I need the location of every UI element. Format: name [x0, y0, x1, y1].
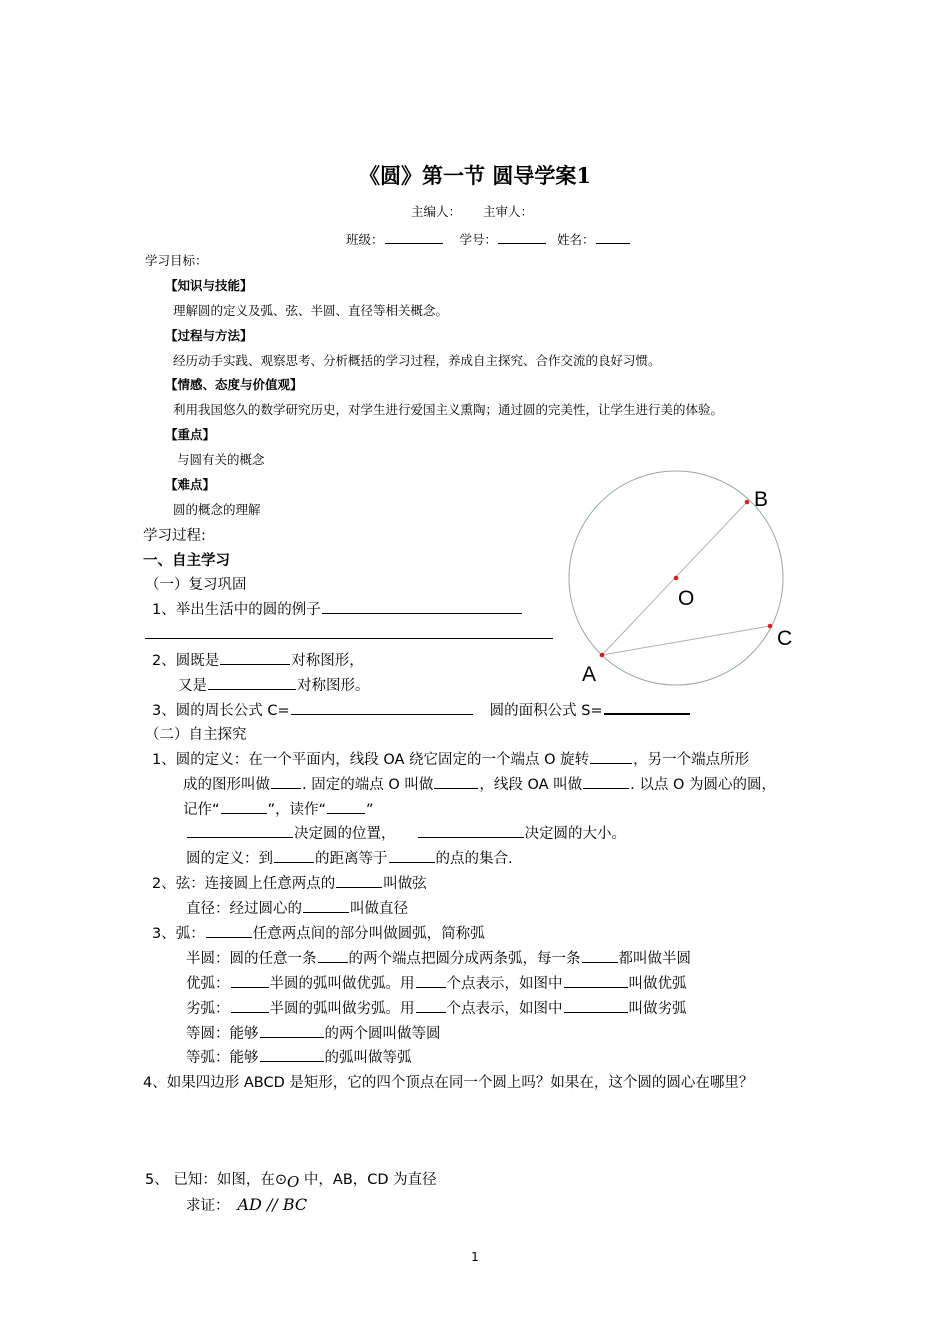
number-blank[interactable]	[498, 228, 546, 244]
q2a-row	[152, 649, 364, 670]
q2a-post: 对称图形，	[291, 653, 364, 669]
q5-line: 5、 已知：如图，在⊙O 中，AB，CD 为直径	[145, 1172, 437, 1191]
emotion-text: 利用我国悠久的数学研究历史，对学生进行爱国主义熏陶；通过圆的完美性，让学生进行美的体验。	[173, 402, 724, 417]
sub2-heading: （二）自主探究	[145, 727, 247, 743]
major-blank-1[interactable]	[231, 972, 269, 988]
def1-line4: 决定圆的位置， 决定圆的大小。	[186, 822, 626, 843]
difficulty-heading: 【难点】	[165, 477, 216, 492]
sub1-heading: （一）复习巩固	[145, 577, 247, 593]
equal-arc-line: 等弧：能够 的弧叫做等弧	[186, 1046, 412, 1067]
q3-pre: 3、圆的周长公式 C=	[152, 703, 290, 719]
chord-blank[interactable]	[336, 872, 382, 888]
label-a: A	[582, 663, 597, 686]
semicircle-blank-2[interactable]	[582, 947, 618, 963]
position-blank[interactable]	[187, 822, 293, 838]
emotion-heading: 【情感、态度与价值观】	[165, 377, 303, 392]
proof-statement: AD // BC	[237, 1195, 308, 1214]
def3-line1: 3、弧： 任意两点间的部分叫做圆弧，简称弧	[152, 922, 485, 943]
size-blank[interactable]	[418, 822, 524, 838]
major-arc-line: 优弧： 半圆的弧叫做优弧。用 个点表示，如图中 叫做优弧	[186, 972, 687, 993]
major-blank-2[interactable]	[416, 972, 446, 988]
circumference-blank[interactable]	[291, 699, 473, 715]
def1-line5: 圆的定义：到 的距离等于 的点的集合.	[186, 847, 513, 868]
student-info-row	[346, 228, 631, 248]
q2b-blank[interactable]	[208, 674, 296, 690]
q2b-row	[178, 674, 370, 695]
knowledge-text: 理解圆的定义及弧、弦、半圆、直径等相关概念。	[173, 303, 449, 318]
label-b: B	[754, 488, 769, 511]
label-o: O	[678, 587, 695, 610]
minor-blank-3[interactable]	[564, 997, 628, 1013]
class-label: 班级：	[346, 232, 384, 247]
def2-line2: 直径：经过圆心的 叫做直径	[186, 897, 408, 918]
distance-from-blank[interactable]	[274, 847, 314, 863]
q3-mid: 圆的面积公式 S=	[489, 703, 603, 719]
q1-blank[interactable]	[322, 598, 522, 614]
def2-line1: 2、弦：连接圆上任意两点的 叫做弦	[152, 872, 427, 893]
equal-circle-line: 等圆：能够 的两个圆叫做等圆	[186, 1022, 441, 1043]
process-heading-main: 学习过程:	[143, 528, 206, 544]
q1-blank-line[interactable]	[145, 638, 553, 639]
q1-row	[152, 598, 523, 619]
semicircle-line: 半圆：圆的任意一条 的两个端点把圆分成两条弧，每一条 都叫做半圆	[186, 947, 691, 968]
def1-line2: 成的图形叫做 . 固定的端点 O 叫做 ，线段 OA 叫做 . 以点 O 为圆心的圆，	[183, 773, 776, 794]
def1-line3: 记作“ ”，读作“ ”	[183, 798, 374, 819]
name-blank[interactable]	[596, 228, 630, 244]
arc-blank[interactable]	[206, 922, 252, 938]
q5-proof-line: 求证： AD // BC	[186, 1195, 308, 1214]
chord-ac	[602, 626, 770, 655]
page-title: 《圆》第一节 圆导学案1	[359, 163, 591, 188]
minor-blank-2[interactable]	[416, 997, 446, 1013]
page-number: 1	[471, 1250, 479, 1264]
notation-blank[interactable]	[221, 798, 267, 814]
objectives-heading: 学习目标：	[145, 253, 208, 268]
q3-row	[152, 698, 691, 720]
chief-editor-label: 主编人：	[411, 204, 462, 219]
reviewer-label: 主审人：	[483, 204, 534, 219]
def1-line1: 1、圆的定义：在一个平面内，线段 OA 绕它固定的一个端点 O 旋转 ，另一个端点所形	[152, 748, 749, 769]
reading-blank[interactable]	[327, 798, 365, 814]
name-label: 姓名：	[557, 232, 595, 247]
radius-blank[interactable]	[583, 773, 629, 789]
minor-blank-1[interactable]	[231, 997, 269, 1013]
circle-name-blank[interactable]	[271, 773, 301, 789]
q2b-pre: 又是	[178, 678, 207, 694]
section1-heading: 一、自主学习	[143, 553, 230, 569]
q2b-post: 对称图形。	[297, 678, 370, 694]
center-blank[interactable]	[434, 773, 478, 789]
point-c	[768, 624, 773, 629]
point-a	[600, 653, 605, 658]
q1-text: 1、举出生活中的圆的例子	[152, 602, 321, 618]
distance-equal-blank[interactable]	[389, 847, 435, 863]
process-text: 经历动手实践、观察思考、分析概括的学习过程，养成自主探究、合作交流的良好习惯。	[173, 353, 661, 368]
rotate-blank[interactable]	[590, 748, 632, 764]
process-heading: 【过程与方法】	[165, 328, 253, 343]
major-blank-3[interactable]	[564, 972, 628, 988]
label-c: C	[777, 627, 793, 650]
number-label: 学号：	[459, 232, 498, 247]
semicircle-blank-1[interactable]	[318, 947, 348, 963]
key-text: 与圆有关的概念	[177, 452, 265, 467]
point-b	[745, 500, 750, 505]
equal-circle-blank[interactable]	[260, 1022, 324, 1038]
minor-arc-line: 劣弧： 半圆的弧叫做劣弧。用 个点表示，如图中 叫做劣弧	[186, 997, 687, 1018]
circle-figure	[560, 465, 800, 695]
diameter-blank[interactable]	[303, 897, 349, 913]
class-blank[interactable]	[385, 228, 443, 244]
key-heading: 【重点】	[165, 427, 216, 442]
q2a-pre: 2、圆既是	[152, 653, 220, 669]
knowledge-heading: 【知识与技能】	[165, 278, 253, 293]
area-blank[interactable]	[604, 698, 690, 715]
q2a-blank[interactable]	[220, 649, 290, 665]
point-o	[674, 576, 679, 581]
equal-arc-blank[interactable]	[260, 1046, 324, 1062]
q4-text: 4、如果四边形 ABCD 是矩形，它的四个顶点在同一个圆上吗？如果在，这个圆的圆心在哪里？	[143, 1075, 754, 1091]
difficulty-text: 圆的概念的理解	[173, 502, 261, 517]
